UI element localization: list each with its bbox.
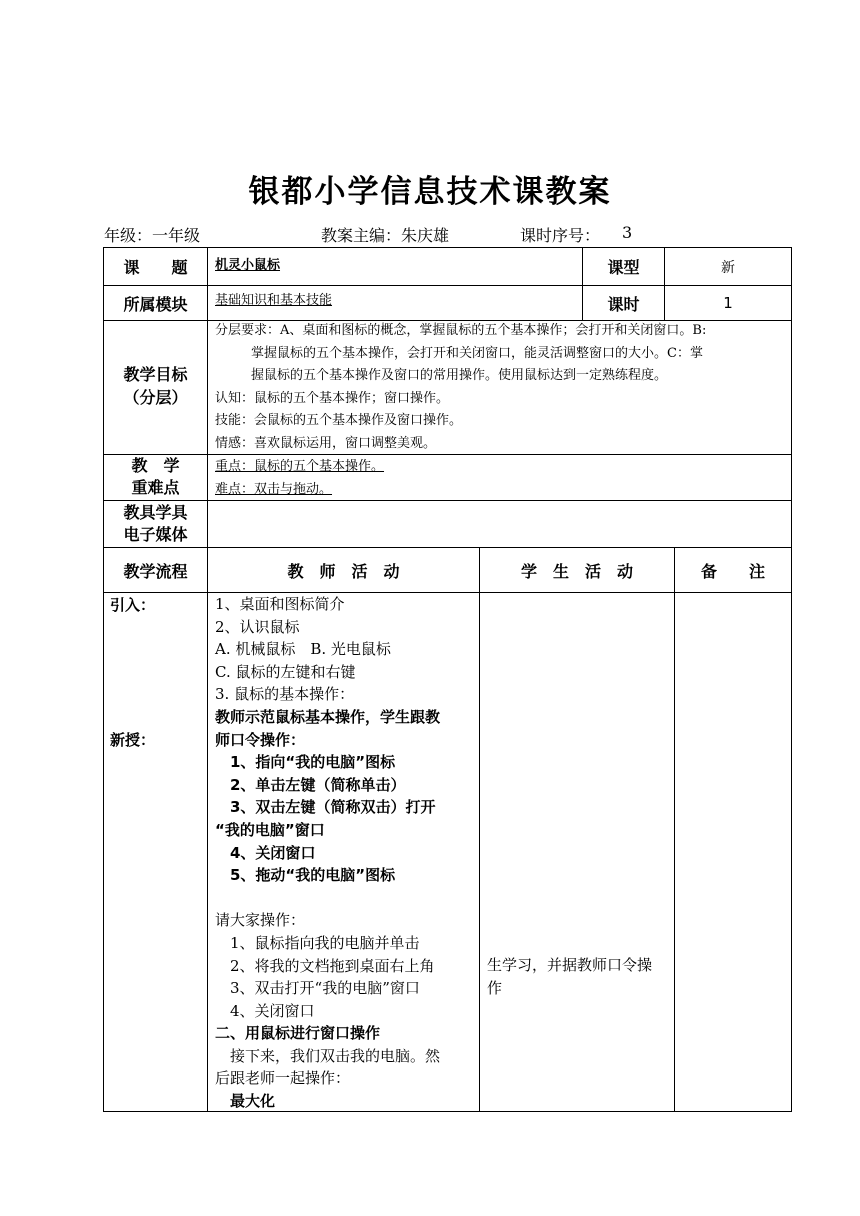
teacher-line: 2、单击左键（简称单击）	[215, 775, 406, 794]
goals-line: 掌握鼠标的五个基本操作，会打开和关闭窗口，能灵活调整窗口的大小。C：掌	[251, 345, 703, 361]
student-activity: 生学习，并据教师口令操 作	[487, 956, 653, 997]
module-value: 基础知识和基本技能	[215, 293, 333, 308]
teacher-line: 1、鼠标指向我的电脑并单击	[215, 933, 420, 952]
module-label: 所属模块	[123, 294, 188, 314]
lesson-type-value: 新	[721, 259, 735, 276]
teacher-line: 1、指向“我的电脑”图标	[215, 753, 396, 772]
document-title: 银都小学信息技术课教案	[248, 174, 612, 210]
media-label: 教具学具 电子媒体	[123, 503, 188, 544]
teacher-line	[215, 887, 477, 910]
teacher-line: 接下来，我们双击我的电脑。然	[215, 1046, 441, 1065]
teacher-line: 师口令操作：	[215, 730, 306, 749]
teacher-line: 教师示范鼠标基本操作，学生跟教	[215, 707, 441, 726]
teacher-line: “我的电脑”窗口	[215, 820, 325, 839]
goals-line: 分层要求：A、桌面和图标的概念，掌握鼠标的五个基本操作；会打开和关闭窗口。B:	[215, 323, 707, 338]
teacher-line: C. 鼠标的左键和右键	[215, 662, 356, 681]
goals-line: 握鼠标的五个基本操作及窗口的常用操作。使用鼠标达到一定熟练程度。	[251, 368, 668, 384]
goals-line: 技能：会鼠标的五个基本操作及窗口操作。	[215, 413, 463, 429]
stage-new: 新授：	[110, 731, 156, 749]
teacher-line: 3、双击打开“我的电脑”窗口	[215, 979, 420, 998]
teacher-line: A. 机械鼠标 B. 光电鼠标	[215, 640, 391, 659]
teacher-line: 5、拖动“我的电脑”图标	[215, 866, 396, 885]
lesson-hours-label: 课时	[607, 294, 640, 314]
editor-field: 教案主编：朱庆雄	[321, 226, 450, 245]
key-points-label: 教 学 重难点	[131, 456, 180, 497]
goals-content	[215, 320, 790, 456]
teacher-line: 2、将我的文档拖到桌面右上角	[215, 956, 435, 975]
flow-header-teacher: 教 师 活 动	[287, 561, 400, 581]
key-points-content	[215, 456, 384, 501]
flow-header-remark: 备 注	[700, 561, 765, 581]
goals-label: 教学目标 （分层）	[123, 365, 188, 407]
teacher-line: 后跟老师一起操作：	[215, 1069, 351, 1088]
teacher-line: 请大家操作：	[215, 911, 306, 930]
teacher-line: 3. 鼠标的基本操作：	[215, 685, 355, 704]
lesson-hours-value: 1	[723, 294, 733, 312]
goals-line: 情感：喜欢鼠标运用，窗口调整美观。	[215, 435, 437, 451]
teacher-line: 4、关闭窗口	[215, 1001, 315, 1020]
teacher-line: 4、关闭窗口	[215, 843, 316, 862]
difficult-point: 难点：双击与拖动。	[215, 481, 333, 497]
topic-label: 课 题	[123, 258, 188, 277]
flow-header-process: 教学流程	[123, 561, 188, 581]
lesson-number-value: 3	[622, 223, 633, 242]
teacher-activity	[215, 593, 477, 1113]
lesson-type-label: 课型	[607, 258, 640, 277]
teacher-line: 最大化	[215, 1092, 276, 1111]
grade-field: 年级：一年级	[104, 226, 201, 245]
teacher-line: 二、用鼠标进行窗口操作	[215, 1024, 381, 1043]
stage-intro: 引入：	[110, 596, 156, 614]
teacher-line: 2、认识鼠标	[215, 617, 300, 636]
goals-line: 认知：鼠标的五个基本操作；窗口操作。	[215, 390, 450, 406]
flow-header-student: 学 生 活 动	[520, 561, 633, 581]
key-point: 重点：鼠标的五个基本操作。	[215, 459, 385, 474]
teacher-line: 1、桌面和图标简介	[215, 595, 345, 613]
teacher-line: 3、双击左键（简称双击）打开	[215, 798, 436, 817]
topic-value: 机灵小鼠标	[215, 258, 281, 273]
lesson-number-label: 课时序号：	[520, 226, 601, 245]
